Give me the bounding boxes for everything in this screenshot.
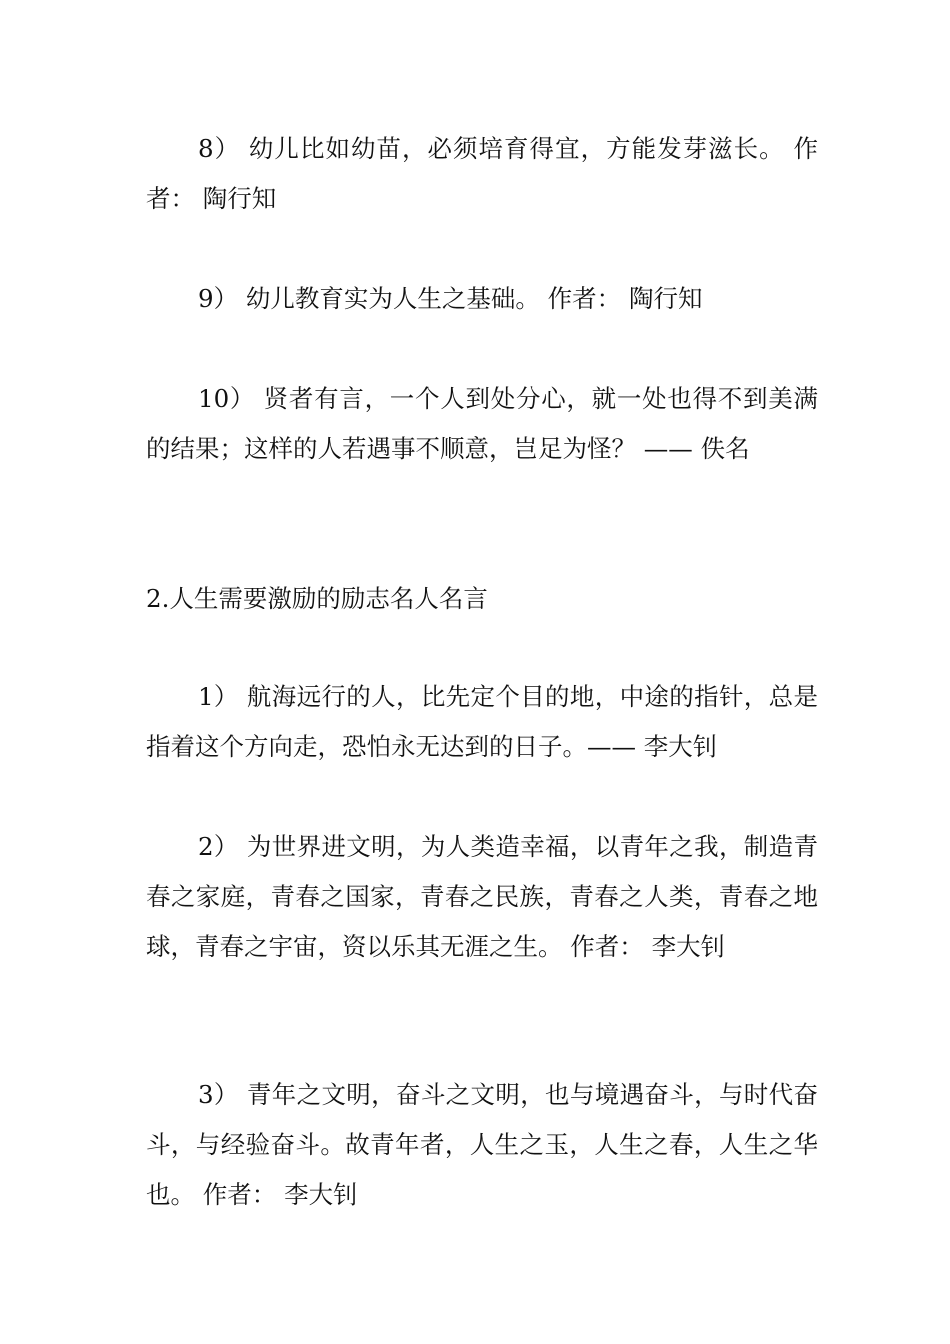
quote-paragraph: 9） 幼儿教育实为人生之基础。 作者： 陶行知 — [198, 284, 703, 313]
quote-paragraph: 10） 贤者有言，一个人到处分心，就一处也得不到美满的结果；这样的人若遇事不顺意，岂足为怪？ —— 佚名 — [146, 384, 818, 463]
quote-paragraph: 8） 幼儿比如幼苗，必须培育得宜，方能发芽滋长。 作者： 陶行知 — [146, 134, 818, 213]
section-heading: 2.人生需要激励的励志名人名言 — [146, 584, 488, 613]
quote-paragraph: 1） 航海远行的人，比先定个目的地，中途的指针，总是指着这个方向走，恐怕永无达到的日子。—— 李大钊 — [146, 682, 818, 761]
quote-paragraph: 3） 青年之文明，奋斗之文明，也与境遇奋斗，与时代奋斗，与经验奋斗。故青年者，人生之玉，人生之春，人生之华也。 作者： 李大钊 — [146, 1080, 818, 1209]
quote-paragraph: 2） 为世界进文明，为人类造幸福，以青年之我，制造青春之家庭，青春之国家，青春之民族，青春之人类，青春之地球，青春之宇宙，资以乐其无涯之生。 作者： 李大钊 — [146, 832, 818, 961]
